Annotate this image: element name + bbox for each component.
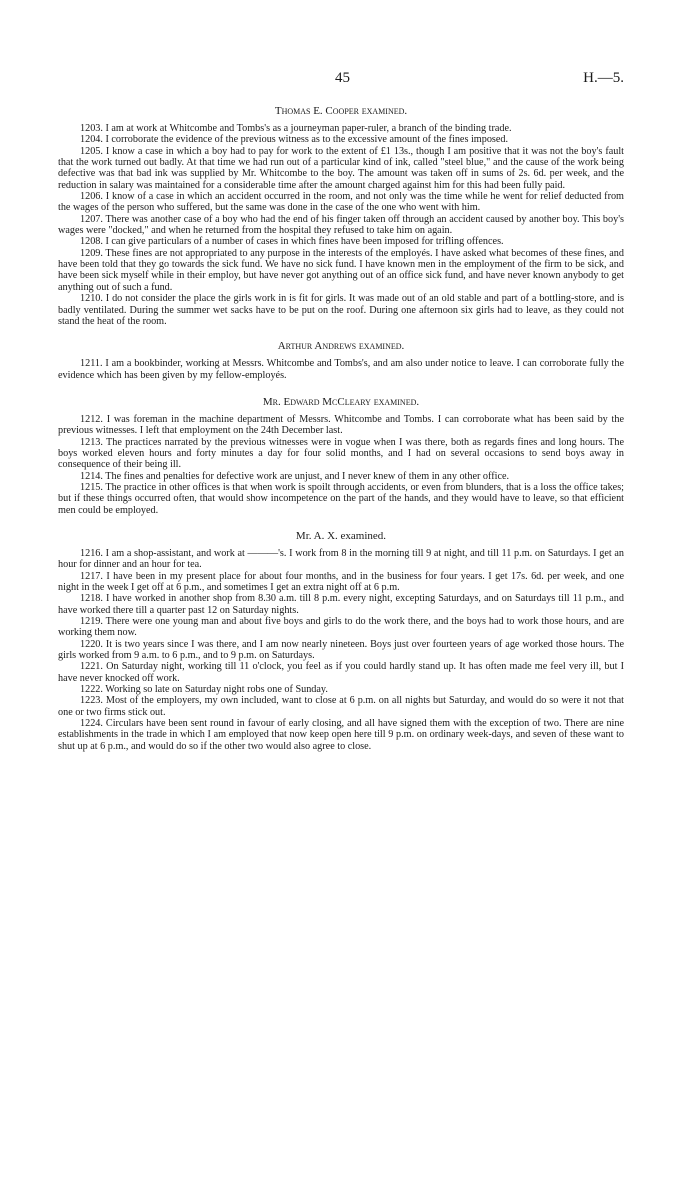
paragraph: 1216. I am a shop-assistant, and work at ———'s. I work from 8 in the morning till 9 at night, and till 11 p.m. on Saturdays. I get an hour for dinner and an hour for tea. <box>58 547 624 571</box>
paragraph: 1211. I am a bookbinder, working at Messrs. Whitcombe and Tombs's, and am also under notice to leave. I can corroborate fully the evidence which has been given by my fellow-employés. <box>58 358 624 381</box>
document-body <box>58 104 624 764</box>
section-mccleary <box>58 395 624 516</box>
paragraph: 1207. There was another case of a boy who had the end of his finger taken off through an accident caused by another boy. This boy's wages were "docked," and when he returned from the hospital they refused to take him on again. <box>58 213 624 237</box>
paragraph: 1209. These fines are not appropriated to any purpose in the interests of the employés. I have asked what becomes of these fines, and have been told that they go towards the sick fund. We have no sick fund. I have known men in the employment of the firm to be sick, and have been sick myself while in their employ, but have never got anything out of an office sick fund, and have never known anybody to get anything out of such a fund. <box>58 247 624 293</box>
paragraph: 1210. I do not consider the place the girls work in is fit for girls. It was made out of an old stable and part of a bottling-store, and is badly ventilated. During the summer wet sacks have to be put on the roof. During one afternoon six girls had to leave, as they could not stand the heat of the room. <box>58 293 624 327</box>
paragraph: 1218. I have worked in another shop from 8.30 a.m. till 8 p.m. every night, excepting Saturdays, and on Saturdays till 11 p.m., and have worked there till a quarter past 12 on Saturday nights. <box>58 593 624 616</box>
section-andrews <box>58 339 624 381</box>
paragraph: 1213. The practices narrated by the previous witnesses were in vogue when I was there, both as regards fines and long hours. The boys worked eleven hours and forty minutes a day for four solid months, and I had on several occasions to send boys away in consequence of their being ill. <box>58 436 624 471</box>
page-reference: H.—5. <box>583 70 624 86</box>
paragraph: 1221. On Saturday night, working till 11 o'clock, you feel as if you could hardly stand up. It has often made me feel very ill, but I have never knocked off work. <box>58 661 624 684</box>
paragraph: 1212. I was foreman in the machine department of Messrs. Whitcombe and Tombs. I can corroborate what has been said by the previous witnesses. I left that employment on the 24th December last. <box>58 413 624 437</box>
paragraph: 1204. I corroborate the evidence of the previous witness as to the excessive amount of the fines imposed. <box>80 134 509 146</box>
paragraph: 1219. There were one young man and about five boys and girls to do the work there, and the boys had to work those hours, and are working them now. <box>58 616 624 639</box>
paragraph: 1206. I know of a case in which an accident occurred in the room, and not only was the time while he went for relief deducted from the wages of the person who suffered, but the same was done in the case of the one who went with him. <box>58 191 624 214</box>
paragraph: 1208. I can give particulars of a number of cases in which fines have been imposed for trifling offences. <box>80 236 504 248</box>
page-header <box>58 70 624 94</box>
section-heading: Thomas E. Cooper examined. <box>274 105 408 117</box>
paragraph: 1220. It is two years since I was there, and I am now nearly nineteen. Boys just over fourteen years of age worked those hours. The girls worked from 9 a.m. to 6 p.m., and to 9 p.m. on Saturdays. <box>58 638 624 662</box>
section-heading: Mr. A. X. examined. <box>295 529 387 542</box>
section-heading: Arthur Andrews examined. <box>277 340 405 353</box>
paragraph: 1215. The practice in other offices is that when work is spoilt through accidents, or even from blunders, that is a loss the office takes; but if these things occurred often, that would show incompetence on the part of the hands, and they would have to leave, so that efficient men could be employed. <box>58 481 624 516</box>
paragraph: 1214. The fines and penalties for defective work are unjust, and I never knew of them in any other office. <box>80 470 510 482</box>
paragraph: 1224. Circulars have been sent round in favour of early closing, and all have signed them with the exception of two. There are nine establishments in the trade in which I am employed that now keep open here till 9 p.m. on ordinary week-days, and seven of these want to shut up at 6 p.m., and would do so if the other two would also agree to close. <box>58 718 624 752</box>
section-heading: Mr. Edward McCleary examined. <box>262 395 420 408</box>
page-number: 45 <box>335 70 350 86</box>
paragraph: 1203. I am at work at Whitcombe and Tombs's as a journeyman paper-ruler, a branch of the binding trade. <box>80 123 512 134</box>
section-cooper <box>58 104 624 327</box>
paragraph: 1217. I have been in my present place for about four months, and in the business for four years. I get 17s. 6d. per week, and one night in the week I get off at 6 p.m., and sometimes I get an extra night off at 6 p.m. <box>58 570 624 593</box>
paragraph: 1223. Most of the employers, my own included, want to close at 6 p.m. on all nights but Saturday, and would do so were it not that one or two firms stick out. <box>58 695 624 718</box>
section-ax <box>58 529 624 752</box>
paragraph: 1222. Working so late on Saturday night robs one of Sunday. <box>80 684 328 696</box>
paragraph: 1205. I know a case in which a boy had to pay for work to the extent of £1 13s., though I am positive that it was not the boy's fault that the work turned out badly. At that time we had run out of a particular kind of ink, called "steel blue," and the cause of the work being defective was that bad ink was supplied by Mr. Whitcombe to the boy. The amount was taken off in sums of 2s. 6d. per week, and the reduction in salary was maintained for a considerable time after the amount charged against him for this had been fully paid. <box>58 145 624 191</box>
